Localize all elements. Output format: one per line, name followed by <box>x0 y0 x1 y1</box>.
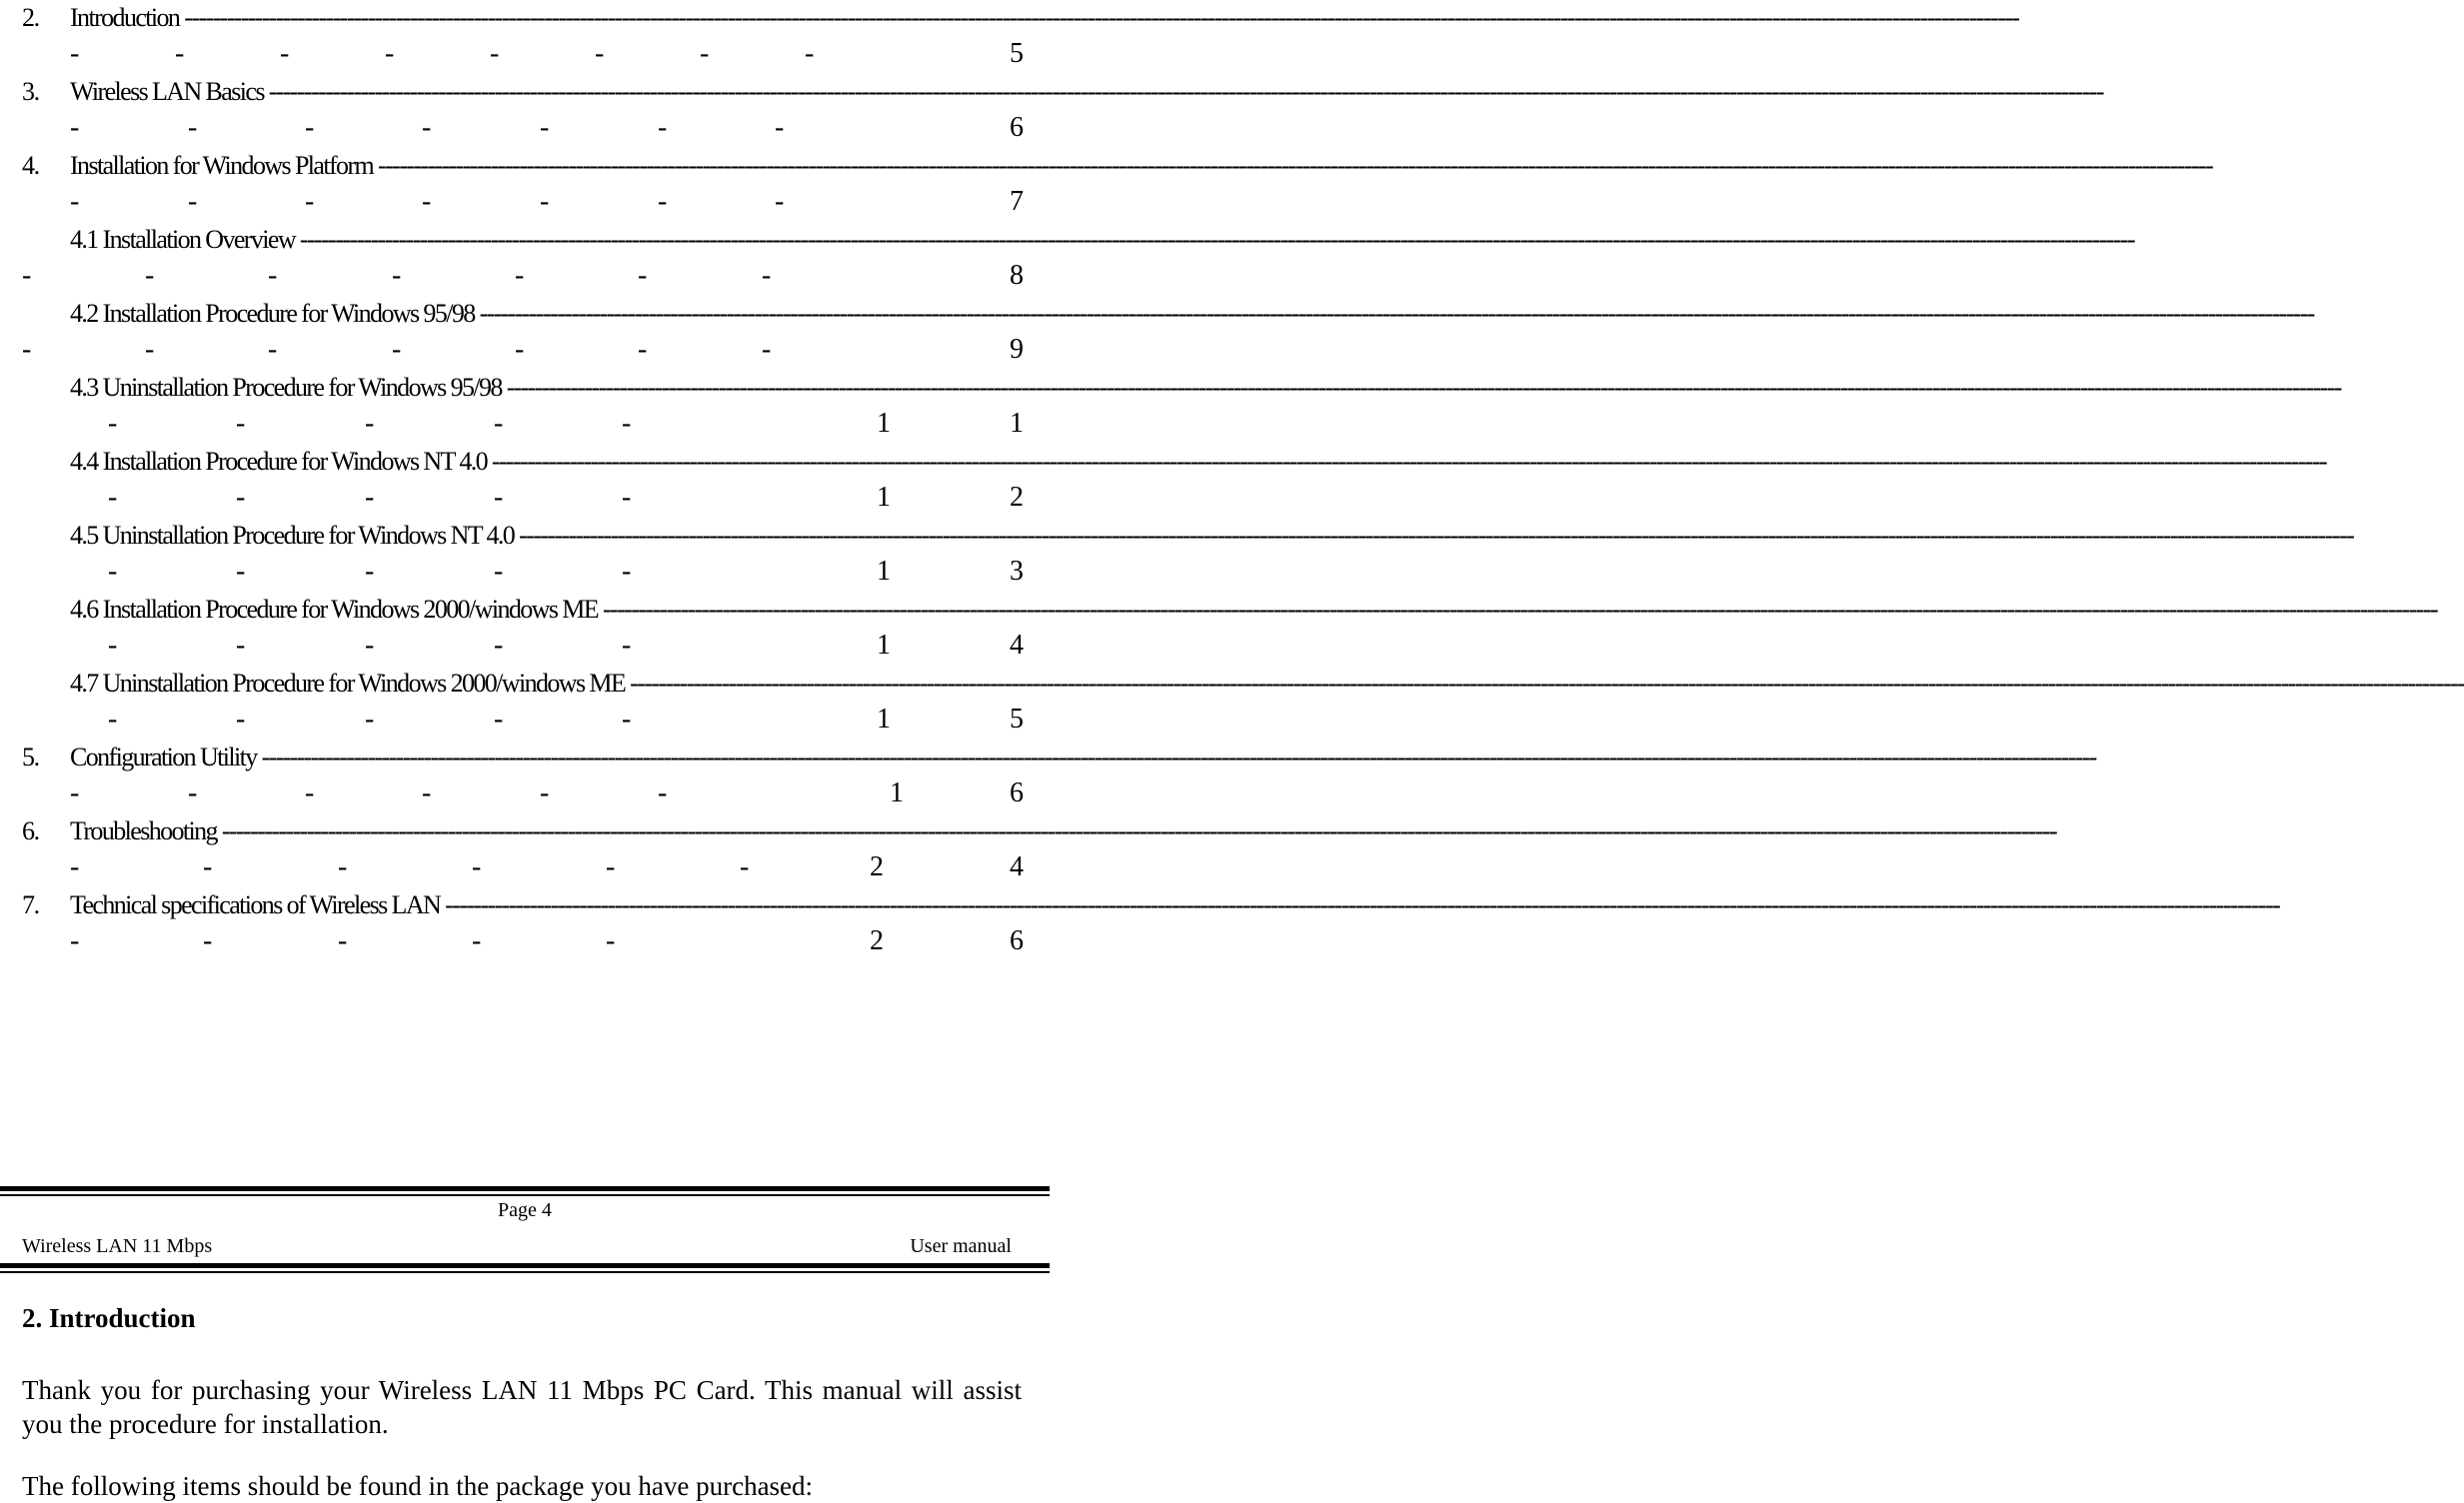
toc-dash-row: - - - - - - - 8 <box>0 258 1050 294</box>
toc-entry-title: 4.1 Installation Overview <box>70 225 295 254</box>
toc-leader: -------------------------------------------------------------------------------------------------------------------------------------------------------------------------------------------------------------------------------------------------------------------- <box>263 77 2103 106</box>
toc-leader: -------------------------------------------------------------------------------------------------------------------------------------------------------------------------------------------------------------------------------------------------------------------- <box>256 743 2096 771</box>
toc-dash-row: - - - - - 1 2 <box>0 480 1050 516</box>
toc-dash-row: - - - - - 2 6 <box>0 923 1050 959</box>
toc-page-number-digit: 1 <box>877 556 891 587</box>
toc-page-number: 8 <box>1010 260 1024 291</box>
toc-page-number-digit: 2 <box>870 925 884 956</box>
toc-entry <box>0 813 2057 887</box>
toc-dash-row: - - - - - - - - 5 <box>0 36 1050 72</box>
toc-page-number: 9 <box>1010 334 1024 365</box>
toc-entry-title: Troubleshooting <box>70 816 217 845</box>
intro-paragraph: Thank you for purchasing your Wireless LAN 11 Mbps PC Card. This manual will assist you the procedure for installation. <box>22 1375 1022 1439</box>
toc-dash-row: - - - - - 1 3 <box>0 554 1050 590</box>
toc-page-number-digit: 4 <box>1010 851 1024 882</box>
toc-leader: -------------------------------------------------------------------------------------------------------------------------------------------------------------------------------------------------------------------------------------------------------------------- <box>501 373 2341 402</box>
toc-entry <box>0 887 2280 961</box>
toc-page-number-digit: 2 <box>870 851 884 882</box>
toc-dash-row: - - - - - - 1 6 <box>0 775 1050 811</box>
toc-page-number: 5 <box>1010 38 1024 69</box>
toc-leader: -------------------------------------------------------------------------------------------------------------------------------------------------------------------------------------------------------------------------------------------------------------------- <box>373 151 2213 180</box>
toc-dash-row: - - - - - 1 4 <box>0 628 1050 664</box>
toc-leader: -------------------------------------------------------------------------------------------------------------------------------------------------------------------------------------------------------------------------------------------------------------------- <box>216 816 2057 845</box>
toc-leader: -------------------------------------------------------------------------------------------------------------------------------------------------------------------------------------------------------------------------------------------------------------------- <box>474 299 2314 328</box>
package-contents-paragraph: The following items should be found in the package you have purchased: <box>22 1471 814 1501</box>
section-heading: 2. Introduction <box>22 1303 196 1333</box>
toc-leader: -------------------------------------------------------------------------------------------------------------------------------------------------------------------------------------------------------------------------------------------------------------------- <box>295 225 2135 254</box>
toc-entry-number: 3. <box>22 77 39 106</box>
toc-leader: -------------------------------------------------------------------------------------------------------------------------------------------------------------------------------------------------------------------------------------------------------------------- <box>179 3 2019 32</box>
toc-entry <box>0 0 2019 74</box>
toc-dash-row: - - - - - - 2 4 <box>0 849 1050 885</box>
toc-entry-title: Installation for Windows Platform <box>70 151 374 180</box>
toc-page-number: 7 <box>1010 186 1024 217</box>
toc-leader: -------------------------------------------------------------------------------------------------------------------------------------------------------------------------------------------------------------------------------------------------------------------- <box>598 595 2438 624</box>
footer-rule <box>0 1194 1050 1196</box>
header-rule <box>0 1263 1050 1268</box>
toc-entry-title: Configuration Utility <box>70 743 257 771</box>
toc-entry <box>0 518 2354 592</box>
header-product-name: Wireless LAN 11 Mbps <box>22 1235 213 1257</box>
toc-dash-row: - - - - - 1 1 <box>0 406 1050 442</box>
page-number: Page 4 <box>498 1199 552 1221</box>
toc-entry-number: 6. <box>22 816 39 845</box>
toc-page-number-digit: 1 <box>877 408 891 439</box>
toc-entry <box>0 592 2438 666</box>
toc-leader: -------------------------------------------------------------------------------------------------------------------------------------------------------------------------------------------------------------------------------------------------------------------- <box>514 521 2354 550</box>
toc-page-number-digit: 5 <box>1010 704 1024 735</box>
toc-entry <box>0 74 2103 148</box>
toc-entry-number: 5. <box>22 743 39 771</box>
toc-entry <box>0 296 2314 370</box>
toc-page-number-digit: 3 <box>1010 556 1024 587</box>
header-doc-type: User manual <box>910 1235 1012 1257</box>
toc-entry-number: 7. <box>22 890 39 919</box>
toc-page-number-digit: 1 <box>877 482 891 513</box>
toc-page-number-digit: 1 <box>1010 408 1024 439</box>
toc-entry-title: 4.5 Uninstallation Procedure for Windows NT 4.0 <box>70 521 515 550</box>
header-rule <box>0 1271 1050 1273</box>
toc-dash-row: - - - - - - - 9 <box>0 332 1050 368</box>
toc-page-number-digit: 1 <box>877 704 891 735</box>
toc-page-number-digit: 1 <box>877 630 891 661</box>
toc-page-number-digit: 1 <box>890 777 904 808</box>
toc-leader: -------------------------------------------------------------------------------------------------------------------------------------------------------------------------------------------------------------------------------------------------------------------- <box>487 447 2327 476</box>
toc-entry-title: 4.7 Uninstallation Procedure for Windows 2000/windows ME <box>70 669 626 698</box>
toc-entry <box>0 148 2213 222</box>
toc-leader: -------------------------------------------------------------------------------------------------------------------------------------------------------------------------------------------------------------------------------------------------------------------- <box>440 890 2280 919</box>
toc-entry <box>0 222 2135 296</box>
toc-dash-row: - - - - - 1 5 <box>0 702 1050 738</box>
toc-entry-title: Introduction <box>70 3 180 32</box>
toc-entry <box>0 740 2096 813</box>
toc-entry-title: 4.4 Installation Procedure for Windows NT 4.0 <box>70 447 488 476</box>
toc-dash-row: - - - - - - - 6 <box>0 110 1050 146</box>
toc-entry-title: Wireless LAN Basics <box>70 77 264 106</box>
toc-entry-title: 4.6 Installation Procedure for Windows 2000/windows ME <box>70 595 599 624</box>
toc-page-number-digit: 6 <box>1010 777 1024 808</box>
toc-entry <box>0 444 2327 518</box>
toc-leader: -------------------------------------------------------------------------------------------------------------------------------------------------------------------------------------------------------------------------------------------------------------------- <box>625 669 2464 698</box>
toc-entry-title: 4.3 Uninstallation Procedure for Windows 95/98 <box>70 373 502 402</box>
toc-page-number: 6 <box>1010 112 1024 143</box>
toc-entry-number: 4. <box>22 151 39 180</box>
toc-page-number-digit: 6 <box>1010 925 1024 956</box>
footer-rule <box>0 1186 1050 1191</box>
toc-entry-number: 2. <box>22 3 39 32</box>
toc-entry-title: Technical specifications of Wireless LAN <box>70 890 441 919</box>
toc-dash-row: - - - - - - - 7 <box>0 184 1050 220</box>
toc-page-number-digit: 2 <box>1010 482 1024 513</box>
toc-entry-title: 4.2 Installation Procedure for Windows 95/98 <box>70 299 475 328</box>
toc-page-number-digit: 4 <box>1010 630 1024 661</box>
toc-entry <box>0 370 2341 444</box>
toc-entry <box>0 666 2464 740</box>
